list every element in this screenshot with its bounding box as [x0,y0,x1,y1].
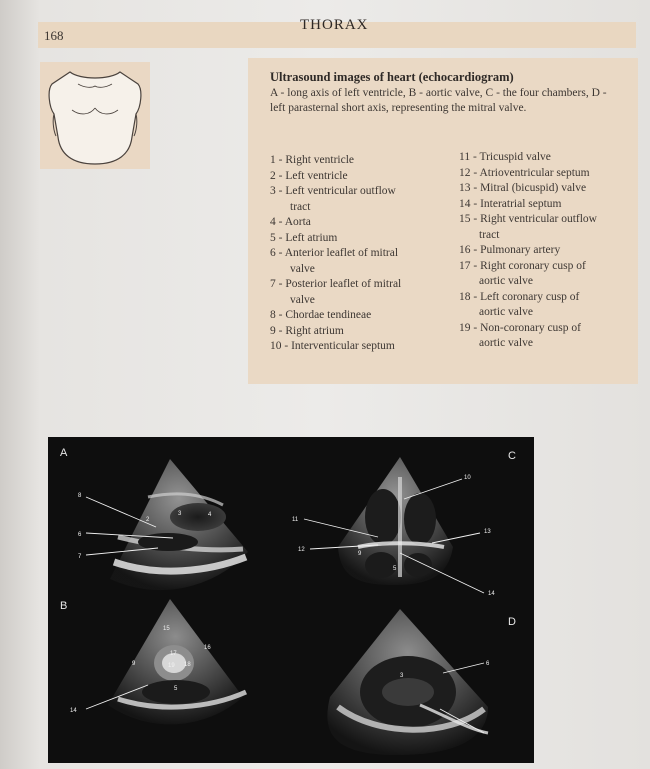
label-b-17: 17 [170,651,177,657]
legend-item: 11 - Tricuspid valve [459,151,551,163]
legend-item: 5 - Left atrium [270,231,338,244]
label-b-15: 15 [163,626,170,632]
legend-item: 12 - Atrioventricular septum [459,166,590,179]
torso-icon [40,62,150,169]
legend-item: 13 - Mitral (bicuspid) valve [459,182,587,194]
label-b-5: 5 [174,686,178,692]
echo-panel-b [108,599,246,724]
panel-label-b: B [60,600,68,612]
legend-right-column [459,150,597,352]
caption-description: A - long axis of left ventricle, B - aortic valve, C - the four chambers, D - left parasternal short axis, representing the mitral valve. [270,87,607,114]
label-d-6: 6 [486,661,490,667]
label-a-3: 3 [178,511,182,517]
legend-item: 15 - Right ventricular outflow tract [459,213,597,241]
torso-diagram [40,62,150,169]
legend-item: 17 - Right coronary cusp of aortic valve [459,259,586,287]
label-b-14: 14 [70,708,77,714]
legend-item: 14 - Interatrial septum [459,197,562,210]
legend-item: 7 - Posterior leaflet of mitral valve [270,278,402,306]
panel-label-d: D [508,616,516,628]
panel-label-a: A [60,447,68,459]
label-b-19: 19 [168,663,175,669]
label-c-11: 11 [292,517,299,523]
label-a-8: 8 [78,493,82,499]
echocardiogram-figure [48,437,534,763]
panel-label-c: C [508,450,516,462]
legend-item: 3 - Left ventricular outflow tract [270,185,396,213]
label-c-14: 14 [488,591,495,597]
label-d-3: 3 [400,673,404,679]
legend-item: 2 - Left ventricle [270,169,348,182]
legend-item: 1 - Right ventricle [270,154,354,166]
legend-item: 10 - Interventicular septum [270,340,395,352]
label-c-12: 12 [298,547,305,553]
page-number: 168 [44,28,64,43]
label-a-4: 4 [208,512,212,518]
legend-item: 4 - Aorta [270,216,311,228]
legend-item: 9 - Right atrium [270,324,344,337]
echocardiogram-image [48,437,534,763]
section-title: THORAX [300,17,369,33]
legend-item: 16 - Pulmonary artery [459,244,561,256]
legend-item: 6 - Anterior leaflet of mitral valve [270,247,399,275]
label-c-13: 13 [484,529,491,535]
label-b-16: 16 [204,645,211,651]
caption-title: Ultrasound images of heart (echocardiogram) [270,70,514,84]
legend-left-column [270,153,401,355]
label-a-2: 2 [146,517,150,523]
label-a-7: 7 [78,554,82,560]
legend-item: 8 - Chordae tendineae [270,309,372,321]
echo-panel-a [110,459,248,590]
label-b-18: 18 [184,662,191,668]
label-c-5: 5 [393,566,397,572]
label-c-9: 9 [358,551,362,557]
echo-panel-d [327,609,488,755]
label-b-9: 9 [132,661,136,667]
legend-item: 19 - Non-coronary cusp of aortic valve [459,321,581,349]
legend-item: 18 - Left coronary cusp of aortic valve [459,290,580,318]
label-a-6: 6 [78,532,82,538]
label-c-10: 10 [464,475,471,481]
